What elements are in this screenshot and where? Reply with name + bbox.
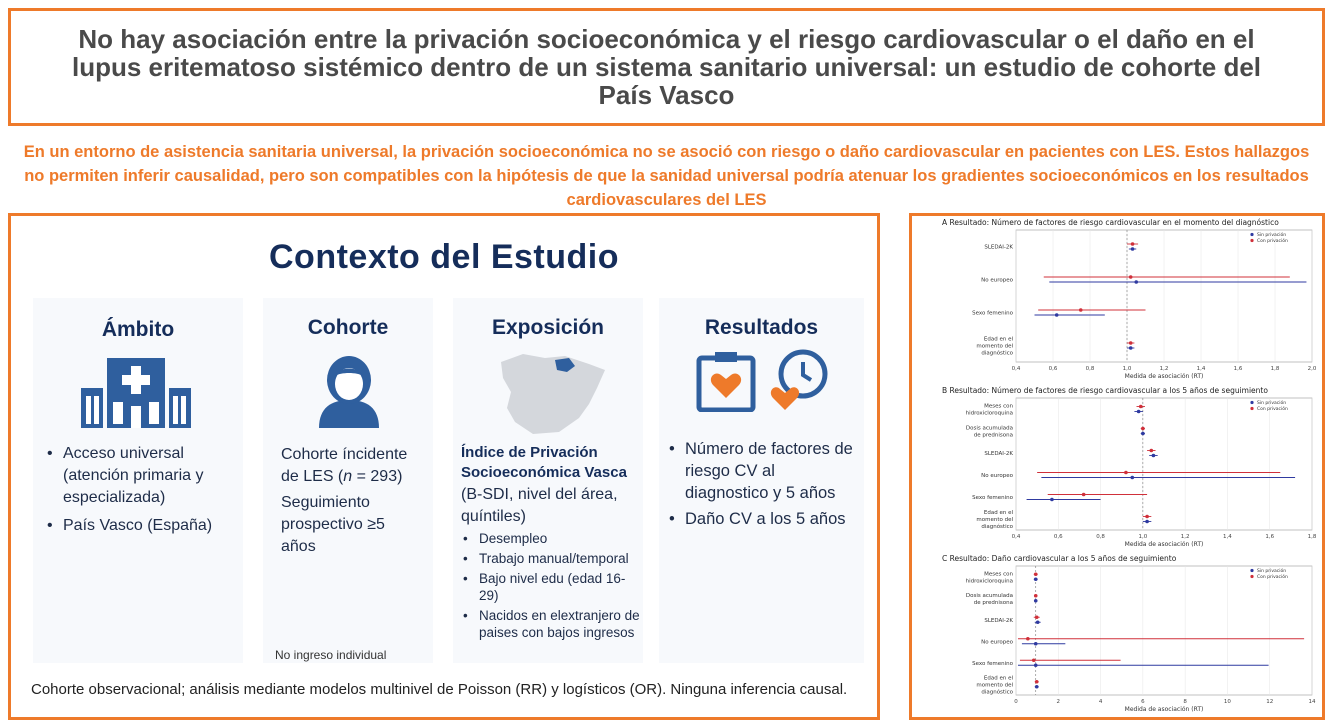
outcomes-list [669,438,861,530]
y-category-label: Sexo femenino [972,310,1013,317]
x-tick-label: 1,0 [1122,366,1132,372]
ambito-heading: Ámbito [101,318,175,341]
x-tick-label: 2 [1056,699,1061,705]
summary-text: En un entorno de asistencia sanitaria universal, la privación socioeconómica no se asoció con riesgo o daño cardiovascular en pacientes con LES. Estos hallazgos no permiten inferir causalidad, pero son compatibles con la hipótesis de que la sanidad universal podría atenuar los gradientes socioeconómicos en los resultados cardiovasculares del LES [23,143,1310,209]
legend-label: Con privación [1257,575,1288,580]
legend-marker [1250,569,1253,572]
point-estimate [1035,615,1039,619]
x-tick-label: 4 [1098,699,1103,705]
y-category-label: Sexo femenino [972,495,1013,501]
point-estimate [1050,498,1054,502]
x-tick-label: 12 [1266,699,1274,705]
hospital-icon [81,358,191,428]
x-tick-label: 1,8 [1270,366,1280,372]
x-tick-label: 0 [1014,699,1018,705]
list-item: • Trabajo manual/temporal [463,550,643,567]
list-item: • Daño CV a los 5 años [669,508,861,530]
y-category-label: Dosis acumulada [965,592,1013,599]
y-category-label: momento del [976,682,1013,689]
x-tick-label: 0,6 [1053,534,1063,540]
legend-label: Sin privación [1257,233,1287,238]
point-estimate [1035,685,1039,689]
cohort-text-prefix: Cohorte íncidente de LES ( [281,446,408,485]
legend-marker [1250,239,1253,242]
point-estimate [1036,620,1040,624]
point-estimate [1034,599,1038,603]
legend-label: Con privación [1257,239,1288,244]
y-category-label: diagnóstico [981,689,1013,696]
point-estimate [1134,280,1138,284]
x-tick-label: 1,8 [1307,534,1317,540]
point-estimate [1150,449,1154,453]
x-tick-label: 0,8 [1085,366,1095,372]
y-category-label: Edad en el [983,336,1013,343]
point-estimate [1145,515,1149,519]
x-tick-label: 1,4 [1196,366,1206,372]
forest-plots [912,216,1322,717]
x-tick-label: 14 [1308,699,1316,705]
x-tick-label: 1,6 [1265,534,1275,540]
legend-marker [1250,233,1253,236]
y-category-label: momento del [976,517,1013,523]
plot-frame [1016,398,1312,530]
cohorte-heading: Cohorte [307,316,389,339]
legend-label: Con privación [1257,407,1288,412]
x-tick-label: 0,8 [1096,534,1105,540]
y-category-label: Edad en el [983,675,1013,682]
point-estimate [1034,642,1038,646]
y-category-label: diagnóstico [981,524,1013,530]
x-tick-label: 0,4 [1011,366,1021,372]
y-category-label: de prednisona [973,432,1013,439]
y-category-label: SLEDAI-2K [984,451,1013,457]
point-estimate [1035,680,1039,684]
y-category-label: momento del [976,343,1013,350]
clock-heart-icon [767,348,831,412]
y-category-label: hidroxicloroquina [965,410,1013,417]
list-item: • Bajo nivel edu (edad 16-29) [463,570,643,604]
title-box [8,8,1325,126]
resultados-heading: Resultados [704,316,819,339]
clipboard-heart-icon [695,350,757,412]
x-tick-label: 2,0 [1307,366,1317,372]
point-estimate [1032,658,1036,662]
y-category-label: Meses con [984,403,1013,410]
cohort-text-suffix: = 293) [352,468,403,485]
x-axis-label: Medida de asociación (RT) [1124,541,1204,548]
list-item: • País Vasco (España) [47,515,237,537]
point-estimate [1139,405,1143,409]
point-estimate [1079,308,1083,312]
index-title: Índice de Privación Socioeconómica Vasca [461,444,627,481]
ambito-column [33,298,243,663]
ambito-list [47,443,237,537]
legend-marker [1250,407,1253,410]
x-tick-label: 1,2 [1159,366,1169,372]
chart-title: B Resultado: Número de factores de riesgo cardiovascular a los 5 años de seguimiento [942,386,1268,395]
point-estimate [1145,520,1149,524]
cohorte-column [263,298,433,663]
list-item: • Acceso universal (atención primaria y especializada) [47,443,237,509]
cohort-note: No ingreso individual [275,648,387,662]
list-item: • Desempleo [463,530,643,547]
point-estimate [1034,663,1038,667]
y-category-label: Dosis acumulada [965,425,1013,432]
x-tick-label: 1,4 [1223,534,1232,540]
page-title: No hay asociación entre la privación socioeconómica y el riesgo cardiovascular o el daño en el lupus eritematoso sistémico dentro de un sistema sanitario universal: un estudio de cohorte del País Vasco [71,24,1262,110]
y-category-label: No europeo [981,277,1013,284]
point-estimate [1034,577,1038,581]
legend-label: Sin privación [1257,569,1287,574]
exposure-list [463,530,643,644]
x-tick-label: 6 [1141,699,1145,705]
x-axis-label: Medida de asociación (RT) [1124,706,1204,713]
point-estimate [1141,427,1145,431]
point-estimate [1130,476,1134,480]
resultados-column [659,298,864,663]
point-estimate [1129,275,1133,279]
y-category-label: SLEDAI-2K [984,244,1013,251]
point-estimate [1129,341,1133,345]
point-estimate [1082,493,1086,497]
spain-map-icon [493,348,613,438]
person-icon [313,356,385,428]
x-tick-label: 1,2 [1180,534,1190,540]
followup-text: Seguimiento prospectivo ≥5 años [281,494,385,555]
point-estimate [1131,242,1135,246]
y-category-label: diagnóstico [981,350,1013,357]
legend-label: Sin privación [1257,401,1287,406]
forest-plots-panel [909,213,1325,720]
list-item: • Número de factores de riesgo CV al diagnostico y 5 años [669,438,861,504]
chart-title: C Resultado: Daño cardiovascular a los 5 años de seguimiento [942,554,1177,563]
cohort-n-label: n [343,468,353,485]
legend-marker [1250,575,1253,578]
y-category-label: No europeo [981,473,1013,479]
chart-title: A Resultado: Número de factores de riesgo cardiovascular en el momento del diagnóstico [942,218,1279,227]
study-context-panel [8,213,880,720]
point-estimate [1129,346,1133,350]
y-category-label: No europeo [981,639,1013,646]
point-estimate [1152,454,1156,458]
plot-frame [1016,566,1312,695]
x-tick-label: 10 [1223,699,1231,705]
x-tick-label: 8 [1183,699,1187,705]
point-estimate [1026,637,1030,641]
y-category-label: Edad en el [983,510,1013,516]
point-estimate [1131,247,1135,251]
index-description: (B-SDI, nivel del área, quíntiles) [461,486,618,525]
y-category-label: Sexo femenino [972,660,1013,667]
point-estimate [1141,432,1145,436]
point-estimate [1055,313,1059,317]
x-tick-label: 0,4 [1011,534,1021,540]
legend-marker [1250,401,1253,404]
x-axis-label: Medida de asociación (RT) [1124,373,1204,380]
cohort-size-text [281,444,429,488]
point-estimate [1034,572,1038,576]
context-heading: Contexto del Estudio [269,238,619,276]
exposicion-column [453,298,643,663]
list-item: • Nacidos en elextranjero de paises con bajos ingresos [463,607,643,641]
point-estimate [1034,594,1038,598]
y-category-label: SLEDAI-2K [984,617,1013,624]
methods-note: Cohorte observacional; análisis mediante modelos multinivel de Poisson (RR) y logísticos (OR). Ninguna inferencia causal. [31,681,848,698]
x-tick-label: 1,0 [1138,534,1148,540]
exposicion-heading: Exposición [491,316,605,339]
point-estimate [1137,410,1141,414]
y-category-label: hidroxicloroquina [965,578,1013,585]
y-category-label: de prednisona [973,599,1013,606]
x-tick-label: 0,6 [1048,366,1058,372]
point-estimate [1124,471,1128,475]
y-category-label: Meses con [984,571,1013,578]
x-tick-label: 1,6 [1233,366,1243,372]
